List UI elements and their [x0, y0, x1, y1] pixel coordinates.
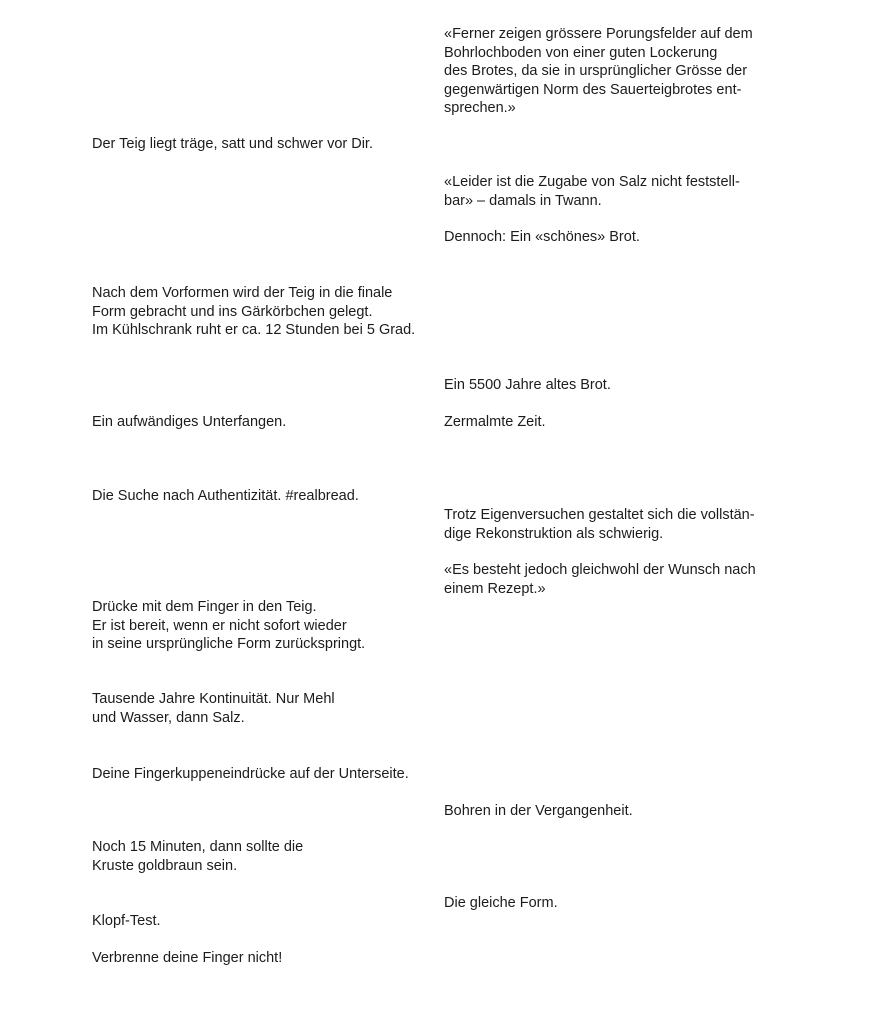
- quote-porungsfelder: «Ferner zeigen grössere Porungsfelder auf dem Bohrlochboden von einer guten Lockerung des Brotes, da sie in ursprünglicher Grösse der gegenwärtigen Norm des Sauerteigbrotes ent- sprechen.»: [444, 26, 753, 117]
- text-schoenes-brot: Dennoch: Ein «schönes» Brot.: [444, 229, 640, 245]
- text-kontinuitaet: Tausende Jahre Kontinuität. Nur Mehl und Wasser, dann Salz.: [92, 691, 335, 726]
- text-gleiche-form: Die gleiche Form.: [444, 895, 558, 911]
- text-teig-liegt: Der Teig liegt träge, satt und schwer vor Dir.: [92, 136, 373, 152]
- text-unterfangen: Ein aufwändiges Unterfangen.: [92, 414, 287, 430]
- quote-rezept-wunsch: «Es besteht jedoch gleichwohl der Wunsch nach einem Rezept.»: [444, 562, 756, 597]
- text-noch-15-minuten: Noch 15 Minuten, dann sollte die Kruste goldbraun sein.: [92, 839, 304, 874]
- text-zermalmte-zeit: Zermalmte Zeit.: [444, 414, 546, 430]
- quote-salz-zugabe: «Leider ist die Zugabe von Salz nicht feststell- bar» – damals in Twann.: [444, 174, 740, 209]
- text-altes-brot: Ein 5500 Jahre altes Brot.: [444, 377, 611, 393]
- text-authentizitaet: Die Suche nach Authentizität. #realbread.: [92, 488, 359, 504]
- text-verbrenne: Verbrenne deine Finger nicht!: [92, 950, 283, 966]
- text-finger-test: Drücke mit dem Finger in den Teig. Er ist bereit, wenn er nicht sofort wieder in seine ursprüngliche Form zurückspringt.: [92, 599, 366, 653]
- text-klopf-test: Klopf-Test.: [92, 913, 161, 929]
- text-vorformen: Nach dem Vorformen wird der Teig in die finale Form gebracht und ins Gärkörbchen gelegt. Im Kühlschrank ruht er ca. 12 Stunden bei 5 Grad.: [92, 285, 416, 339]
- text-eigenversuche: Trotz Eigenversuchen gestaltet sich die vollstän- dige Rekonstruktion als schwierig.: [444, 507, 755, 542]
- text-fingerkuppen: Deine Fingerkuppeneindrücke auf der Unterseite.: [92, 766, 409, 782]
- text-bohren: Bohren in der Vergangenheit.: [444, 803, 633, 819]
